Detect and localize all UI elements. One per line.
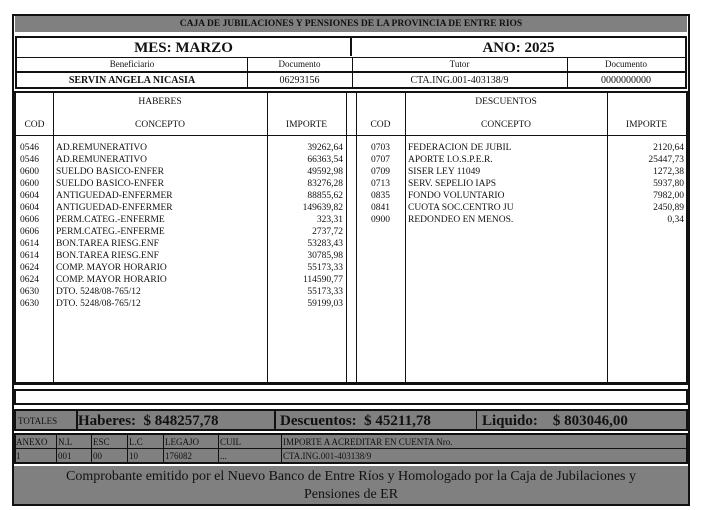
haberes-importe-cell: 39262,64 — [307, 143, 343, 153]
descuentos-cod-cell: 0709 — [371, 167, 390, 177]
haberes-cod-cell: 0630 — [20, 299, 39, 309]
esc-value: 00 — [93, 451, 102, 461]
haberes-cod-header: COD — [24, 120, 45, 130]
haberes-cod-cell: 0546 — [20, 155, 39, 165]
haberes-concepto-cell: SUELDO BASICO-ENFER — [56, 179, 164, 189]
haberes-concepto-cell: PERM.CATEG.-ENFERME — [56, 227, 165, 237]
haberes-concepto-cell: ANTIGUEDAD-ENFERMER — [56, 191, 173, 201]
haberes-total-label: Haberes: — [78, 413, 137, 429]
haberes-importe-cell: 49592,98 — [307, 167, 343, 177]
descuentos-concepto-cell: FEDERACION DE JUBIL — [408, 143, 512, 153]
descuentos-importe-cell: 7982,00 — [653, 191, 684, 201]
haberes-importe-cell: 30785,98 — [307, 251, 343, 261]
beneficiario-cell — [17, 58, 248, 87]
descuentos-importe-header: IMPORTE — [625, 120, 668, 130]
haberes-importe-cell: 114590,77 — [302, 275, 343, 285]
anexo-value: 1 — [16, 451, 21, 461]
year-value: 2025 — [524, 40, 555, 56]
haberes-cod-cell: 0614 — [20, 251, 39, 261]
descuentos-cod-cell: 0707 — [371, 155, 390, 165]
cuil-value: ... — [220, 451, 227, 461]
haberes-concepto-cell: ANTIGUEDAD-ENFERMER — [56, 203, 173, 213]
documento-value: 06293156 — [279, 75, 320, 86]
descuentos-importe-cell: 25447,73 — [648, 155, 684, 165]
descuentos-cod-cell: 0835 — [371, 191, 390, 201]
descuentos-cod-cell: 0900 — [371, 215, 390, 225]
haberes-total-value: $ 848257,78 — [143, 413, 219, 429]
nl-label: N.L — [56, 435, 91, 449]
tutor-label: Tutor — [352, 58, 567, 73]
haberes-cod-cell: 0546 — [20, 143, 39, 153]
cuil-label: CUIL — [218, 435, 281, 449]
nl-value: 001 — [58, 451, 72, 461]
liquido-total-label: Liquido: — [482, 413, 538, 429]
anexo-label: ANEXO — [16, 435, 56, 449]
descuentos-cod-column — [356, 93, 406, 382]
account-details-row — [14, 433, 688, 464]
descuentos-importe-cell: 2120,64 — [653, 143, 684, 153]
tutor-documento-value: 0000000000 — [601, 75, 651, 86]
legajo-cell — [163, 435, 219, 462]
anexo-cell — [16, 435, 57, 462]
haberes-importe-header: IMPORTE — [285, 120, 328, 130]
haberes-importe-cell: 2737,72 — [312, 227, 343, 237]
descuentos-concepto-cell: REDONDEO EN MENOS. — [408, 215, 514, 225]
descuentos-importe-cell: 2450,89 — [653, 203, 684, 213]
footer-line-2: Pensiones de ER — [303, 487, 399, 502]
legajo-value: 176082 — [165, 451, 192, 461]
haberes-concepto-cell: DTO. 5248/08-765/12 — [56, 287, 141, 297]
tutor-documento-label: Documento — [567, 58, 685, 73]
totals-divider — [274, 411, 276, 429]
descuentos-title: DESCUENTOS — [475, 97, 537, 107]
institution-title: CAJA DE JUBILACIONES Y PENSIONES DE LA PROVINCIA DE ENTRE RIOS — [15, 16, 687, 32]
descuentos-cod-cell: 0713 — [371, 179, 390, 189]
haberes-cod-cell: 0604 — [20, 203, 39, 213]
footer-note — [12, 466, 690, 506]
legajo-label: LEGAJO — [163, 435, 218, 449]
month-cell — [17, 38, 352, 56]
cuil-cell — [218, 435, 282, 462]
haberes-cod-cell: 0606 — [20, 227, 39, 237]
documento-cell — [247, 58, 353, 87]
nl-cell — [56, 435, 92, 462]
cuenta-value: CTA.ING.001-403138/9 — [283, 451, 372, 461]
haberes-concepto-cell: COMP. MAYOR HORARIO — [56, 275, 167, 285]
haberes-cod-cell: 0624 — [20, 275, 39, 285]
haberes-concepto-cell: BON.TAREA RIESG.ENF — [56, 239, 159, 249]
lc-value: 10 — [129, 451, 138, 461]
year-cell — [352, 38, 685, 56]
haberes-concepto-cell: SUELDO BASICO-ENFER — [56, 167, 164, 177]
haberes-importe-cell: 323,31 — [316, 215, 343, 225]
haberes-cod-cell: 0614 — [20, 239, 39, 249]
lc-cell — [127, 435, 164, 462]
haberes-title: HABERES — [138, 97, 182, 107]
descuentos-cod-header: COD — [370, 120, 391, 130]
descuentos-cod-cell: 0841 — [371, 203, 390, 213]
descuentos-cod-cell: 0703 — [371, 143, 390, 153]
esc-cell — [91, 435, 128, 462]
tutor-documento-cell — [567, 58, 685, 87]
descuentos-concepto-header: CONCEPTO — [481, 120, 531, 130]
concepts-table — [14, 91, 688, 385]
descuentos-importe-cell: 1272,38 — [653, 167, 684, 177]
haberes-importe-cell: 55173,33 — [307, 263, 343, 273]
liquido-total-value: $ 803046,00 — [552, 413, 628, 429]
year-label: ANO: — [482, 40, 521, 56]
descuentos-concepto-cell: SERV. SEPELIO IAPS — [408, 179, 497, 189]
haberes-concepto-cell: DTO. 5248/08-765/12 — [56, 299, 141, 309]
haberes-concepto-cell: AD.REMUNERATIVO — [56, 155, 148, 165]
beneficiario-value: SERVIN ANGELA NICASIA — [68, 75, 196, 86]
haberes-importe-cell: 88855,62 — [307, 191, 343, 201]
descuentos-importe-cell: 5937,80 — [653, 179, 684, 189]
descuentos-concepto-column — [405, 93, 608, 382]
totals-divider — [476, 411, 477, 429]
descuentos-total-value: $ 45211,78 — [364, 413, 431, 429]
haberes-concepto-cell: COMP. MAYOR HORARIO — [56, 263, 167, 273]
haberes-importe-cell: 53283,43 — [307, 239, 343, 249]
cuenta-cell — [281, 435, 686, 462]
descuentos-total — [280, 411, 431, 429]
month-value: MARZO — [175, 40, 233, 56]
haberes-concepto-cell: BON.TAREA RIESG.ENF — [56, 251, 159, 261]
haberes-cod-cell: 0624 — [20, 263, 39, 273]
liquido-total — [482, 411, 628, 429]
haberes-importe-cell: 66363,54 — [307, 155, 343, 165]
period-row — [15, 36, 687, 58]
totals-label: TOTALES — [16, 411, 78, 429]
tutor-cell — [352, 58, 568, 87]
haberes-cod-cell: 0604 — [20, 191, 39, 201]
cuenta-label: IMPORTE A ACREDITAR EN CUENTA Nro. — [281, 435, 686, 449]
blank-row — [14, 389, 688, 405]
esc-label: ESC — [91, 435, 127, 449]
haberes-cod-cell: 0600 — [20, 179, 39, 189]
descuentos-concepto-cell: CUOTA SOC.CENTRO JU — [408, 203, 514, 213]
totals-row — [14, 409, 688, 431]
month-label: MES: — [134, 40, 172, 56]
descuentos-concepto-cell: SISER LEY 11049 — [408, 167, 481, 177]
haberes-importe-cell: 149639,82 — [302, 203, 343, 213]
haberes-importe-cell: 59199,03 — [307, 299, 343, 309]
haberes-concepto-header: CONCEPTO — [135, 120, 185, 130]
haberes-cod-cell: 0630 — [20, 287, 39, 297]
tutor-value: CTA.ING.001-403138/9 — [410, 75, 509, 86]
haberes-cod-cell: 0600 — [20, 167, 39, 177]
header-divider — [16, 135, 686, 136]
haberes-concepto-cell: AD.REMUNERATIVO — [56, 143, 148, 153]
descuentos-importe-cell: 0,34 — [667, 215, 684, 225]
haberes-concepto-cell: PERM.CATEG.-ENFERME — [56, 215, 165, 225]
lc-label: L.C — [127, 435, 163, 449]
descuentos-concepto-cell: FONDO VOLUNTARIO — [408, 191, 505, 201]
haberes-total — [78, 411, 219, 429]
haberes-importe-cell: 55173,33 — [307, 287, 343, 297]
documento-label: Documento — [247, 58, 352, 73]
beneficiario-label: Beneficiario — [17, 58, 247, 73]
haberes-cod-cell: 0606 — [20, 215, 39, 225]
descuentos-concepto-cell: APORTE I.O.S.P.E.R. — [408, 155, 493, 165]
haberes-importe-cell: 83276,28 — [307, 179, 343, 189]
beneficiary-info-row — [15, 58, 687, 89]
descuentos-total-label: Descuentos: — [280, 413, 357, 429]
footer-line-1: Comprobante emitido por el Nuevo Banco de Entre Ríos y Homologado por la Caja de Jubilaciones y — [66, 469, 636, 484]
